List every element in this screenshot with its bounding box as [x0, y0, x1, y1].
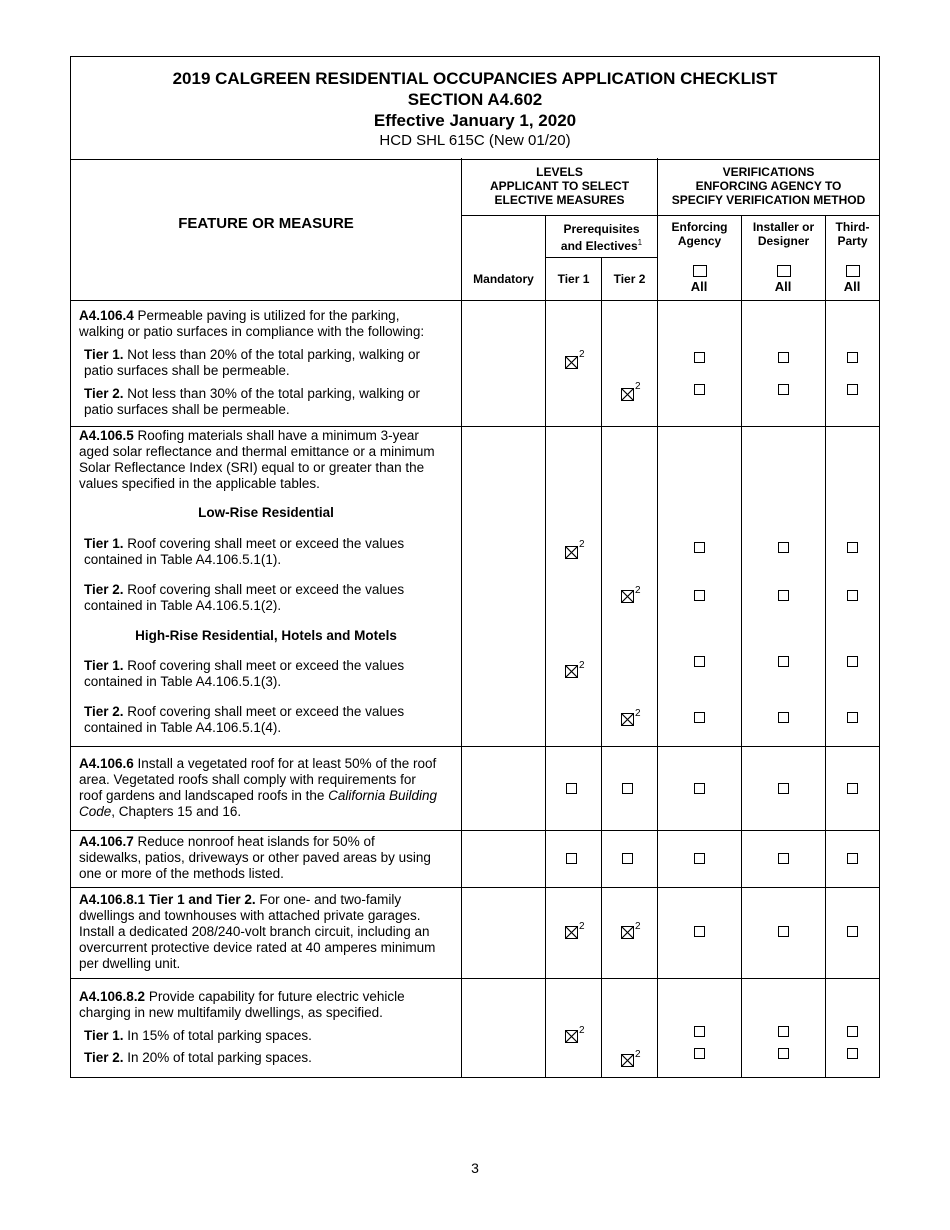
measure-a4-106-7: A4.106.7 Reduce nonroof heat islands for 50% of sidewalks, patios, driveways or other paved areas by using one or more of the methods listed.: [79, 834, 431, 881]
measure-a4-106-6: A4.106.6 Install a vegetated roof for at least 50% of the roof area. Vegetated roofs shall comply with requirements for roof gardens and landscaped roofs in the California Building Code, Chapters 15 and 16.: [79, 756, 437, 819]
empty-checkbox-icon[interactable]: [778, 1026, 789, 1037]
empty-checkbox-icon[interactable]: [778, 384, 789, 395]
checked-box-icon: [621, 590, 634, 603]
form-id: HCD SHL 615C (New 01/20): [379, 132, 571, 149]
empty-checkbox-icon[interactable]: [847, 1048, 858, 1059]
effective-date: Effective January 1, 2020: [373, 111, 577, 130]
footnote-marker: 2: [579, 660, 585, 671]
subheading-high-rise: High-Rise Residential, Hotels and Motels: [135, 628, 397, 643]
tier2-heading: Tier 2: [613, 272, 646, 286]
empty-checkbox-icon[interactable]: [694, 590, 705, 601]
empty-checkbox-icon[interactable]: [847, 853, 858, 864]
empty-checkbox-icon[interactable]: [694, 384, 705, 395]
levels-heading: LEVELS APPLICANT TO SELECT ELECTIVE MEASURES: [489, 165, 630, 207]
empty-checkbox-icon[interactable]: [778, 656, 789, 667]
form-section: SECTION A4.602: [407, 90, 543, 109]
empty-checkbox-icon[interactable]: [778, 926, 789, 937]
page-number: 3: [471, 1160, 479, 1176]
tier2-text-low-rise: Tier 2. Roof covering shall meet or exceed the values contained in Table A4.106.5.1(2).: [84, 582, 405, 613]
tier1-heading: Tier 1: [557, 272, 590, 286]
tier2-text-a4-106-4: Tier 2. Not less than 30% of the total parking, walking or patio surfaces shall be permeable.: [84, 386, 420, 417]
all-label-third-party: All: [843, 279, 861, 294]
empty-checkbox-icon[interactable]: [566, 783, 577, 794]
checked-box-icon: [621, 926, 634, 939]
form-title: 2019 CALGREEN RESIDENTIAL OCCUPANCIES APPLICATION CHECKLIST: [172, 69, 778, 88]
tier1-text-a4-106-8-2: Tier 1. In 15% of total parking spaces.: [84, 1028, 312, 1043]
empty-checkbox-icon[interactable]: [778, 352, 789, 363]
empty-checkbox-icon[interactable]: [778, 590, 789, 601]
third-party-heading: Third- Party: [835, 220, 870, 248]
checked-box-icon: [565, 546, 578, 559]
tier1-text-a4-106-4: Tier 1. Not less than 20% of the total parking, walking or patio surfaces shall be permeable.: [84, 347, 420, 378]
all-checkbox-third-party[interactable]: [846, 265, 860, 277]
footnote-marker: 2: [579, 349, 585, 360]
empty-checkbox-icon[interactable]: [847, 352, 858, 363]
empty-checkbox-icon[interactable]: [847, 783, 858, 794]
empty-checkbox-icon[interactable]: [847, 712, 858, 723]
empty-checkbox-icon[interactable]: [694, 1026, 705, 1037]
footnote-marker: 2: [635, 381, 641, 392]
empty-checkbox-icon[interactable]: [694, 853, 705, 864]
empty-checkbox-icon[interactable]: [847, 384, 858, 395]
footnote-marker: 2: [579, 1025, 585, 1036]
empty-checkbox-icon[interactable]: [778, 783, 789, 794]
empty-checkbox-icon[interactable]: [622, 783, 633, 794]
empty-checkbox-icon[interactable]: [694, 712, 705, 723]
all-label-enforcing: All: [690, 279, 708, 294]
empty-checkbox-icon[interactable]: [847, 542, 858, 553]
checked-box-icon: [621, 713, 634, 726]
all-checkbox-installer[interactable]: [777, 265, 791, 277]
empty-checkbox-icon[interactable]: [847, 656, 858, 667]
checked-box-icon: [565, 1030, 578, 1043]
checked-box-icon: [621, 388, 634, 401]
empty-checkbox-icon[interactable]: [694, 783, 705, 794]
checklist-sheet: [70, 56, 880, 1078]
empty-checkbox-icon[interactable]: [694, 1048, 705, 1059]
empty-checkbox-icon[interactable]: [622, 853, 633, 864]
empty-checkbox-icon[interactable]: [847, 590, 858, 601]
tier2-text-a4-106-8-2: Tier 2. In 20% of total parking spaces.: [84, 1050, 312, 1065]
footnote-marker: 2: [579, 539, 585, 550]
tier2-text-high-rise: Tier 2. Roof covering shall meet or exceed the values contained in Table A4.106.5.1(4).: [84, 704, 405, 735]
prerequisites-heading: Prerequisites and Electives$^1$: [560, 222, 643, 253]
footnote-marker: 2: [579, 921, 585, 932]
empty-checkbox-icon[interactable]: [694, 542, 705, 553]
all-checkbox-enforcing[interactable]: [693, 265, 707, 277]
checked-box-icon: [621, 1054, 634, 1067]
empty-checkbox-icon[interactable]: [566, 853, 577, 864]
all-label-installer: All: [774, 279, 792, 294]
form-header: [71, 57, 879, 160]
footnote-marker: 2: [635, 585, 641, 596]
feature-heading: FEATURE OR MEASURE: [178, 215, 354, 232]
measure-a4-106-4: A4.106.4 Permeable paving is utilized for the parking, walking or patio surfaces in compliance with the following:: [79, 308, 425, 339]
empty-checkbox-icon[interactable]: [694, 656, 705, 667]
tier1-text-high-rise: Tier 1. Roof covering shall meet or exceed the values contained in Table A4.106.5.1(3).: [84, 658, 405, 689]
checked-box-icon: [565, 665, 578, 678]
empty-checkbox-icon[interactable]: [778, 542, 789, 553]
empty-checkbox-icon[interactable]: [847, 1026, 858, 1037]
empty-checkbox-icon[interactable]: [778, 712, 789, 723]
empty-checkbox-icon[interactable]: [694, 926, 705, 937]
empty-checkbox-icon[interactable]: [847, 926, 858, 937]
empty-checkbox-icon[interactable]: [778, 1048, 789, 1059]
tier1-text-low-rise: Tier 1. Roof covering shall meet or exceed the values contained in Table A4.106.5.1(1).: [84, 536, 405, 567]
footnote-marker: 2: [635, 921, 641, 932]
subheading-low-rise: Low-Rise Residential: [198, 505, 334, 520]
installer-heading: Installer or Designer: [752, 220, 815, 248]
enforcing-agency-heading: Enforcing Agency: [671, 220, 728, 248]
measure-a4-106-5: A4.106.5 Roofing materials shall have a minimum 3-year aged solar reflectance and thermal emittance or a minimum Solar Reflectance Index (SRI) equal to or greater than the values specified in the applicable tables.: [79, 428, 435, 491]
footnote-marker: 2: [635, 1049, 641, 1060]
checked-box-icon: [565, 926, 578, 939]
empty-checkbox-icon[interactable]: [694, 352, 705, 363]
verifications-heading: VERIFICATIONS ENFORCING AGENCY TO SPECIFY VERIFICATION METHOD: [671, 165, 866, 207]
empty-checkbox-icon[interactable]: [778, 853, 789, 864]
mandatory-heading: Mandatory: [473, 272, 534, 286]
measure-a4-106-8-1: A4.106.8.1 Tier 1 and Tier 2. For one- and two-family dwellings and townhouses with attached private garages. Install a dedicated 208/240-volt branch circuit, including an overcurrent protective device rated at 40 amperes minimum per dwelling unit.: [79, 892, 436, 971]
footnote-marker: 2: [635, 708, 641, 719]
checked-box-icon: [565, 356, 578, 369]
measure-a4-106-8-2: A4.106.8.2 Provide capability for future electric vehicle charging in new multifamily dwellings, as specified.: [79, 989, 405, 1020]
